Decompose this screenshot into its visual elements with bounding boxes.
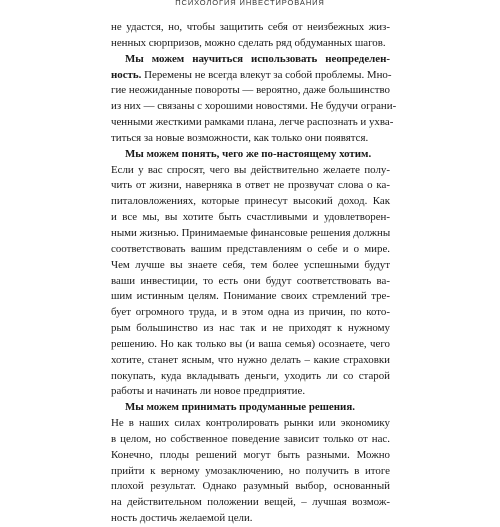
text-line: рым большинство из нас так и не приходят к нужному <box>111 322 390 335</box>
paragraph-lead: Мы можем принимать продуманные решения. <box>125 401 355 414</box>
paragraph-lead-continuation: ность. <box>111 68 142 81</box>
text-line: Если у вас спросят, чего вы действительно желаете полу- <box>111 163 390 176</box>
text-line: из них — связаны с хорошими новостями. Не будучи ограни- <box>111 100 397 113</box>
text-line <box>111 400 390 416</box>
text-line: покупать, куда вкладывать деньги, уходить ли со старой <box>111 369 390 382</box>
text-line: плохой результат. Однако разумный выбор, основанный <box>111 480 390 493</box>
text-line <box>111 147 390 163</box>
text-line: ность достичь желаемой цели. <box>111 512 253 525</box>
text-line: прийти к верному умозаключению, но получить в итоге <box>111 464 390 477</box>
text-line: хотите, станет ясным, что нужно делать – какие страховки <box>111 353 390 366</box>
text-line: Чем лучше вы знаете себя, тем более успешными будут <box>111 258 390 271</box>
text-line: ваши инвестиции, то есть они будут соответствовать ва- <box>111 274 390 287</box>
text-line: титься за новые возможности, как только они появятся. <box>111 131 369 144</box>
text-line: решению. Но как только вы (и ваша семья) осознаете, чего <box>111 337 390 350</box>
text-line <box>111 52 390 68</box>
text-line: не удастся, но, чтобы защитить себя от неизбежных жиз- <box>111 21 390 33</box>
text-line: ными жизнью. Принимаемые финансовые решения должны <box>111 226 391 239</box>
running-head: ПСИХОЛОГИЯ ИНВЕСТИРОВАНИЯ <box>175 0 325 7</box>
text-line: и все мы, вы хотите быть счастливыми и удовлетворен- <box>111 211 390 224</box>
text-line: питаловложениях, которые принесут высокий доход. Как <box>111 195 390 208</box>
text-line: чить от жизни, наверняка в ответ не прозвучат слова о ка- <box>111 179 390 192</box>
text-line: на действительном положении вещей, – лучшая возмож- <box>111 496 390 509</box>
text-line <box>111 68 390 84</box>
text-line: работы и начинать ли новое предприятие. <box>111 385 306 398</box>
text-line: бует огромного труда, и в этом одна из причин, по кото- <box>111 306 390 319</box>
body-text <box>111 20 397 527</box>
paragraph-lead: Мы можем научиться использовать неопределен- <box>125 52 390 65</box>
text-line: гие неожиданные повороты — вероятно, даже большинство <box>111 84 390 97</box>
text-line: ненных сюрпризов, можно сделать ряд обдуманных шагов. <box>111 36 386 49</box>
text-line: соответствовать вашим представлениям о себе и о мире. <box>111 242 390 255</box>
text-line: ченными жесткими рамками плана, легче распознать и ухва- <box>111 116 394 129</box>
text-line: шим истинным целям. Понимание своих стремлений тре- <box>111 290 390 303</box>
text-line: Не в наших силах контролировать рынки или экономику <box>111 417 390 430</box>
text-fragment: Перемены не всегда влекут за собой проблемы. Мно- <box>144 68 392 81</box>
text-line: в целом, но собственное поведение зависит только от нас. <box>111 432 390 445</box>
paragraph-lead: Мы можем понять, чего же по-настоящему хотим. <box>125 147 372 160</box>
text-line: Конечно, плоды решений могут быть разными. Можно <box>111 448 390 461</box>
